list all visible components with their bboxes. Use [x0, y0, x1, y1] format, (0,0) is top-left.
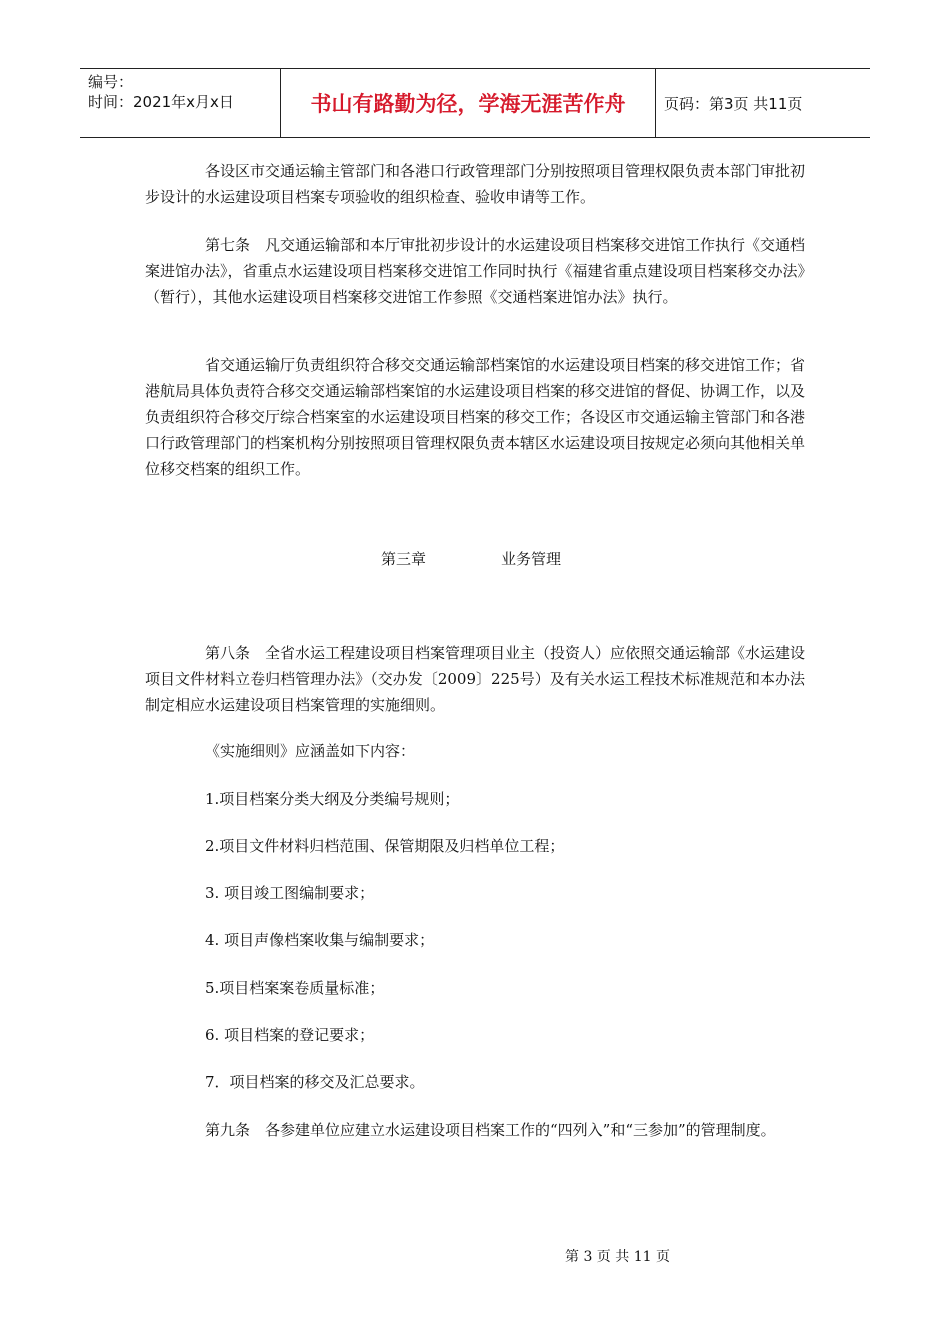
- chapter-heading: [381, 548, 561, 569]
- list-item: 5.项目档案案卷质量标准；: [205, 979, 385, 997]
- paragraph-article-7: 第七条 凡交通运输部和本厅审批初步设计的水运建设项目档案移交进馆工作执行《交通档案进馆办法》，省重点水运建设项目档案移交进馆工作同时执行《福建省重点建设项目档案移交办法》（暂行），其他水运建设项目档案移交进馆工作参照《交通档案进馆办法》执行。: [145, 236, 806, 306]
- list-item: 4. 项目声像档案收集与编制要求；: [205, 931, 435, 949]
- list-item: 1.项目档案分类大纲及分类编号规则；: [205, 790, 460, 808]
- document-header: [80, 68, 870, 138]
- page-footer: 第 3 页 共 11 页: [565, 1249, 670, 1265]
- time-label: 时间：2021年x月x日: [88, 93, 234, 111]
- header-page-info: 页码：第3页 共11页: [664, 94, 803, 113]
- chapter-title: 业务管理: [501, 550, 562, 568]
- header-motto: 书山有路勤为径，学海无涯苦作舟: [280, 69, 656, 137]
- list-item: 6. 项目档案的登记要求；: [205, 1026, 375, 1044]
- list-item: 2.项目文件材料归档范围、保管期限及归档单位工程；: [205, 837, 565, 855]
- paragraph-article-8: 第八条 全省水运工程建设项目档案管理项目业主（投资人）应依照交通运输部《水运建设项目文件材料立卷归档管理办法》（交办发〔2009〕225号）及有关水运工程技术标准规范和本办法制定相应水运建设项目档案管理的实施细则。: [145, 644, 806, 714]
- number-label: 编号：: [88, 73, 134, 91]
- paragraph: 省交通运输厅负责组织符合移交交通运输部档案馆的水运建设项目档案的移交进馆工作；省港航局具体负责符合移交交通运输部档案馆的水运建设项目档案的移交进馆的督促、协调工作，以及负责组织符合移交厅综合档案室的水运建设项目档案的移交工作；各设区市交通运输主管部门和各港口行政管理部门的档案机构分别按照项目管理权限负责本辖区水运建设项目按规定必须向其他相关单位移交档案的组织工作。: [145, 356, 806, 478]
- list-item: 3. 项目竣工图编制要求；: [205, 884, 375, 902]
- paragraph: 《实施细则》应涵盖如下内容：: [205, 742, 416, 760]
- list-item: 7．项目档案的移交及汇总要求。: [205, 1073, 425, 1091]
- paragraph: 各设区市交通运输主管部门和各港口行政管理部门分别按照项目管理权限负责本部门审批初步设计的水运建设项目档案专项验收的组织检查、验收申请等工作。: [145, 162, 806, 206]
- header-meta: [80, 69, 280, 137]
- paragraph-article-9: 第九条 各参建单位应建立水运建设项目档案工作的“四列入”和“三参加”的管理制度。: [205, 1121, 776, 1139]
- chapter-number: 第三章: [381, 550, 427, 568]
